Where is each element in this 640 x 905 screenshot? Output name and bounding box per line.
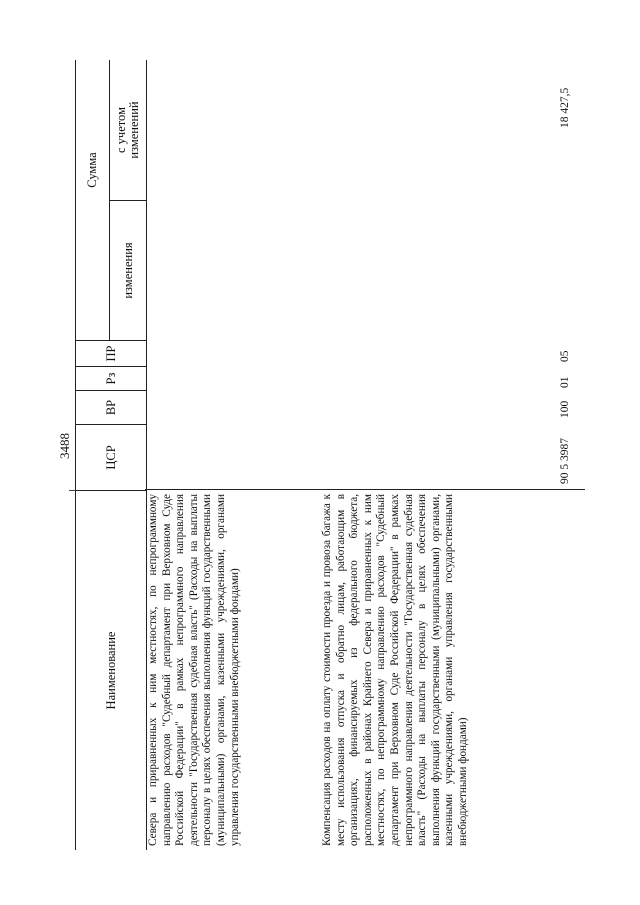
budget-table [75,60,585,850]
header-changes: изменения [110,200,146,340]
page-number: 3488 [57,433,72,459]
header-with-changes [110,60,146,200]
row-csr: 90 5 3987 [559,438,571,484]
table-row-text: Компенсация расходов на оплату стоимости проезда и провоза багажа к месту использования отпуска и обратно лицам, работающим в организациях, финансируемых из федерального бюджета, расположенных в районах Крайнего Севера и приравненных к ним местностях, по непрограммному направлению расходов "Судебный департамент при Верховном Суде Российской Федерации" в рамках непрограммного направления деятельности "Государственная судебная власть" (Расходы на выплаты персоналу в целях обеспечения выполнения функций государственными (муниципальными) органами, казенными учреждениями, органами управления государственными внебюджетными фондами) [321,494,469,846]
header-vr: ВР [76,390,146,424]
header-rz: Рз [76,366,146,390]
row-vr: 100 [559,400,571,418]
header-pr: ПР [76,340,146,366]
header-with-changes-line2: изменений [127,101,141,159]
table-header [75,60,147,850]
header-name: Наименование [76,490,146,850]
header-sum: Сумма [76,60,110,340]
table-body [145,60,585,850]
header-with-changes-line1: с учетом [114,107,128,153]
table-row-text: Севера и приравненных к ним местностях, по непрограммному направлению расходов "Судебный департамент при Верховном Суде Российской Федерации" в рамках непрограммного направления деятельности "Государственная судебная власть" (Расходы на выплаты персоналу в целях обеспечения выполнения функций государственными (муниципальными) органами, казенными учреждениями, органами управления государственными внебюджетными фондами) [147,494,241,846]
row-rz: 01 [559,376,571,388]
row-pr: 05 [559,350,571,362]
header-csr: ЦСР [76,424,146,490]
name-column [145,489,585,850]
row-value: 18 427,5 [559,87,571,128]
